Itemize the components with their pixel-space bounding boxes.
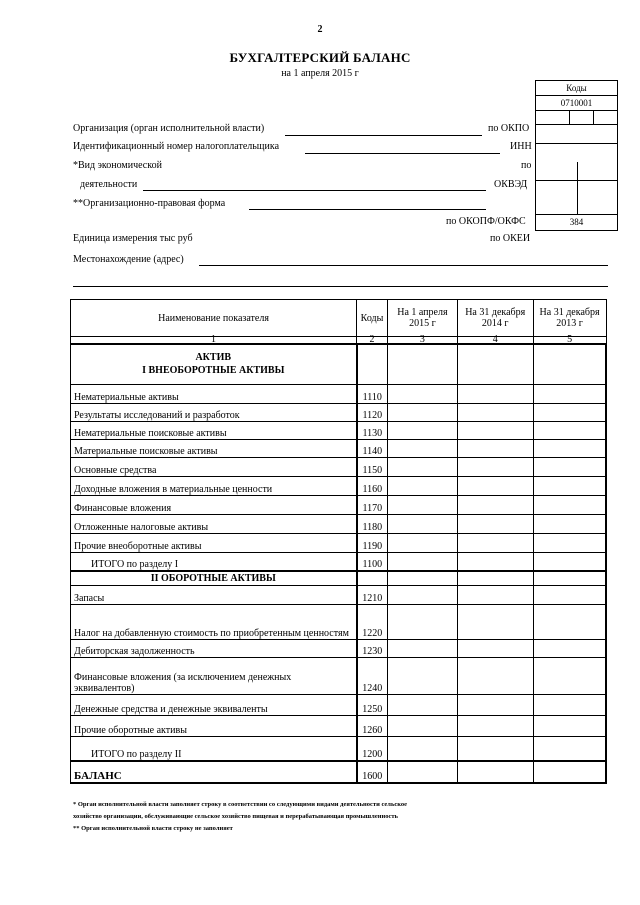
value-cell[interactable] <box>457 514 533 533</box>
row-name: Материальные поисковые активы <box>71 439 357 457</box>
okved-code-cell[interactable] <box>536 144 617 181</box>
row-name: Основные средства <box>71 457 357 476</box>
value-cell[interactable] <box>457 552 533 571</box>
row-code: 1170 <box>357 495 388 514</box>
activity-label-2: деятельности <box>80 179 138 190</box>
row-code: 1230 <box>357 640 388 658</box>
row-name: Дебиторская задолженность <box>71 640 357 658</box>
document-title: БУХГАЛТЕРСКИЙ БАЛАНС <box>229 50 411 65</box>
value-cell[interactable] <box>457 533 533 552</box>
row-name: Финансовые вложения (за исключением денежных эквивалентов) <box>71 658 357 695</box>
table-row <box>71 605 607 640</box>
okopf-code-cell[interactable] <box>536 181 617 215</box>
inn-field[interactable] <box>305 153 500 154</box>
section2-title: II ОБОРОТНЫЕ АКТИВЫ <box>71 571 357 586</box>
row-code: 1250 <box>357 695 388 716</box>
table-row <box>71 533 607 552</box>
inn-code-cell[interactable] <box>536 125 617 144</box>
row-code: 1240 <box>357 658 388 695</box>
value-cell[interactable] <box>388 716 458 737</box>
row-code: 1150 <box>357 457 388 476</box>
value-cell[interactable] <box>388 421 458 439</box>
value-cell[interactable] <box>457 403 533 421</box>
value-cell[interactable] <box>533 716 606 737</box>
value-cell[interactable] <box>533 403 606 421</box>
header-col1: На 1 апреля 2015 г <box>388 300 458 337</box>
col-number: 2 <box>357 337 388 345</box>
col-number: 5 <box>533 337 606 345</box>
row-name: Прочие внеоборотные активы <box>71 533 357 552</box>
value-cell[interactable] <box>457 421 533 439</box>
value-cell[interactable] <box>388 658 458 695</box>
okei-label: по ОКЕИ <box>490 233 531 244</box>
activity-label-1: *Вид экономической <box>73 160 162 171</box>
codes-header: Коды <box>536 81 617 96</box>
row-code: 1160 <box>357 476 388 495</box>
header-col2: На 31 декабря 2014 г <box>457 300 533 337</box>
value-cell[interactable] <box>457 640 533 658</box>
value-cell[interactable] <box>457 658 533 695</box>
value-cell[interactable] <box>457 476 533 495</box>
col-number: 3 <box>388 337 458 345</box>
row-name: Результаты исследований и разработок <box>71 403 357 421</box>
header-col3: На 31 декабря 2013 г <box>533 300 606 337</box>
value-cell[interactable] <box>388 737 458 761</box>
value-cell[interactable] <box>533 605 606 640</box>
value-cell[interactable] <box>533 761 606 783</box>
address-field-line2[interactable] <box>73 286 608 287</box>
row-name: Прочие оборотные активы <box>71 716 357 737</box>
org-label: Организация (орган исполнительной власти) <box>73 123 265 134</box>
row-name: БАЛАНС <box>71 761 357 783</box>
value-cell[interactable] <box>457 384 533 403</box>
footnote-3: ** Орган исполнительной власти строку не заполняет <box>73 825 233 832</box>
value-cell[interactable] <box>533 457 606 476</box>
value-cell[interactable] <box>388 514 458 533</box>
value-cell[interactable] <box>388 640 458 658</box>
table-row <box>71 761 607 783</box>
section1-title: АКТИВ <box>195 352 232 364</box>
activity-field[interactable] <box>143 190 486 191</box>
okopf-label: по ОКОПФ/ОКФС <box>446 216 526 227</box>
value-cell[interactable] <box>457 716 533 737</box>
value-cell[interactable] <box>457 737 533 761</box>
row-name: Отложенные налоговые активы <box>71 514 357 533</box>
value-cell[interactable] <box>388 533 458 552</box>
row-code: 1140 <box>357 439 388 457</box>
value-cell[interactable] <box>533 533 606 552</box>
value-cell[interactable] <box>388 605 458 640</box>
footnote-1: * Орган исполнительной власти заполняет строку в соответствии со следующими видами деятельности сельское <box>73 801 408 808</box>
value-cell[interactable] <box>533 658 606 695</box>
value-cell[interactable] <box>388 384 458 403</box>
row-code: 1120 <box>357 403 388 421</box>
value-cell[interactable] <box>533 737 606 761</box>
codes-box <box>535 80 618 231</box>
value-cell[interactable] <box>388 695 458 716</box>
value-cell[interactable] <box>457 495 533 514</box>
row-code: 1110 <box>357 384 388 403</box>
row-name: Запасы <box>71 586 357 605</box>
row-code: 1200 <box>357 737 388 761</box>
page-number: 2 <box>317 24 323 35</box>
table-row <box>71 737 607 761</box>
value-cell[interactable] <box>533 384 606 403</box>
value-cell[interactable] <box>388 457 458 476</box>
col-number: 4 <box>457 337 533 345</box>
org-field[interactable] <box>285 135 482 136</box>
row-code: 1130 <box>357 421 388 439</box>
section1-heading <box>71 344 357 384</box>
value-cell[interactable] <box>388 439 458 457</box>
row-code: 1190 <box>357 533 388 552</box>
address-field[interactable] <box>199 265 608 266</box>
legal-form-field[interactable] <box>249 209 486 210</box>
row-name: Нематериальные активы <box>71 384 357 403</box>
value-cell[interactable] <box>533 552 606 571</box>
okved-label: ОКВЭД <box>494 179 528 190</box>
row-name: Налог на добавленную стоимость по приобретенным ценностям <box>71 605 357 640</box>
value-cell[interactable] <box>457 695 533 716</box>
okpo-label: по ОКПО <box>488 123 530 134</box>
value-cell[interactable] <box>388 761 458 783</box>
value-cell[interactable] <box>388 403 458 421</box>
value-cell[interactable] <box>388 476 458 495</box>
value-cell[interactable] <box>457 586 533 605</box>
inn-label: ИНН <box>510 141 532 152</box>
table-row <box>71 586 607 605</box>
value-cell[interactable] <box>457 761 533 783</box>
row-name: ИТОГО по разделу II <box>71 737 357 761</box>
row-code: 1600 <box>357 761 388 783</box>
value-cell[interactable] <box>533 495 606 514</box>
table-row <box>71 495 607 514</box>
row-name: Доходные вложения в материальные ценности <box>71 476 357 495</box>
row-name: Финансовые вложения <box>71 495 357 514</box>
balance-table <box>70 299 607 784</box>
row-code: 1180 <box>357 514 388 533</box>
footnote-2: хозяйство организации, обслуживающие сельское хозяйство пищевая и перерабатывающая промышленность <box>73 813 398 820</box>
value-cell[interactable] <box>533 514 606 533</box>
table-row <box>71 514 607 533</box>
form-code: 0710001 <box>536 96 617 111</box>
row-code: 1260 <box>357 716 388 737</box>
table-row <box>71 695 607 716</box>
value-cell[interactable] <box>533 421 606 439</box>
okpo-code-cell[interactable] <box>536 111 617 125</box>
document-date: на 1 апреля 2015 г <box>281 68 359 79</box>
address-label: Местонахождение (адрес) <box>73 254 184 265</box>
row-code: 1210 <box>357 586 388 605</box>
okei-code: 384 <box>536 215 617 231</box>
col-number: 1 <box>71 337 357 345</box>
header-codes: Коды <box>357 300 388 337</box>
header-name: Наименование показателя <box>71 300 357 337</box>
value-cell[interactable] <box>457 605 533 640</box>
value-cell[interactable] <box>457 457 533 476</box>
inn-label-left: Идентификационный номер налогоплательщика <box>73 141 280 152</box>
value-cell[interactable] <box>457 439 533 457</box>
table-row <box>71 476 607 495</box>
value-cell[interactable] <box>388 495 458 514</box>
table-row <box>71 658 607 695</box>
row-code: 1100 <box>357 552 388 571</box>
row-name: ИТОГО по разделу I <box>71 552 357 571</box>
po-label: по <box>521 160 532 171</box>
value-cell[interactable] <box>533 586 606 605</box>
value-cell[interactable] <box>533 439 606 457</box>
table-row <box>71 716 607 737</box>
row-name: Денежные средства и денежные эквиваленты <box>71 695 357 716</box>
row-name: Нематериальные поисковые активы <box>71 421 357 439</box>
table-row <box>71 552 607 571</box>
table-row <box>71 403 607 421</box>
value-cell[interactable] <box>533 695 606 716</box>
value-cell[interactable] <box>388 552 458 571</box>
table-row <box>71 421 607 439</box>
value-cell[interactable] <box>533 640 606 658</box>
table-row <box>71 640 607 658</box>
value-cell[interactable] <box>388 586 458 605</box>
value-cell[interactable] <box>533 476 606 495</box>
unit-label: Единица измерения тыс руб <box>73 233 193 244</box>
table-row <box>71 384 607 403</box>
section1-subtitle: I ВНЕОБОРОТНЫЕ АКТИВЫ <box>142 365 285 377</box>
legal-form-label: **Организационно-правовая форма <box>73 198 226 209</box>
table-row <box>71 457 607 476</box>
row-code: 1220 <box>357 605 388 640</box>
table-row <box>71 439 607 457</box>
